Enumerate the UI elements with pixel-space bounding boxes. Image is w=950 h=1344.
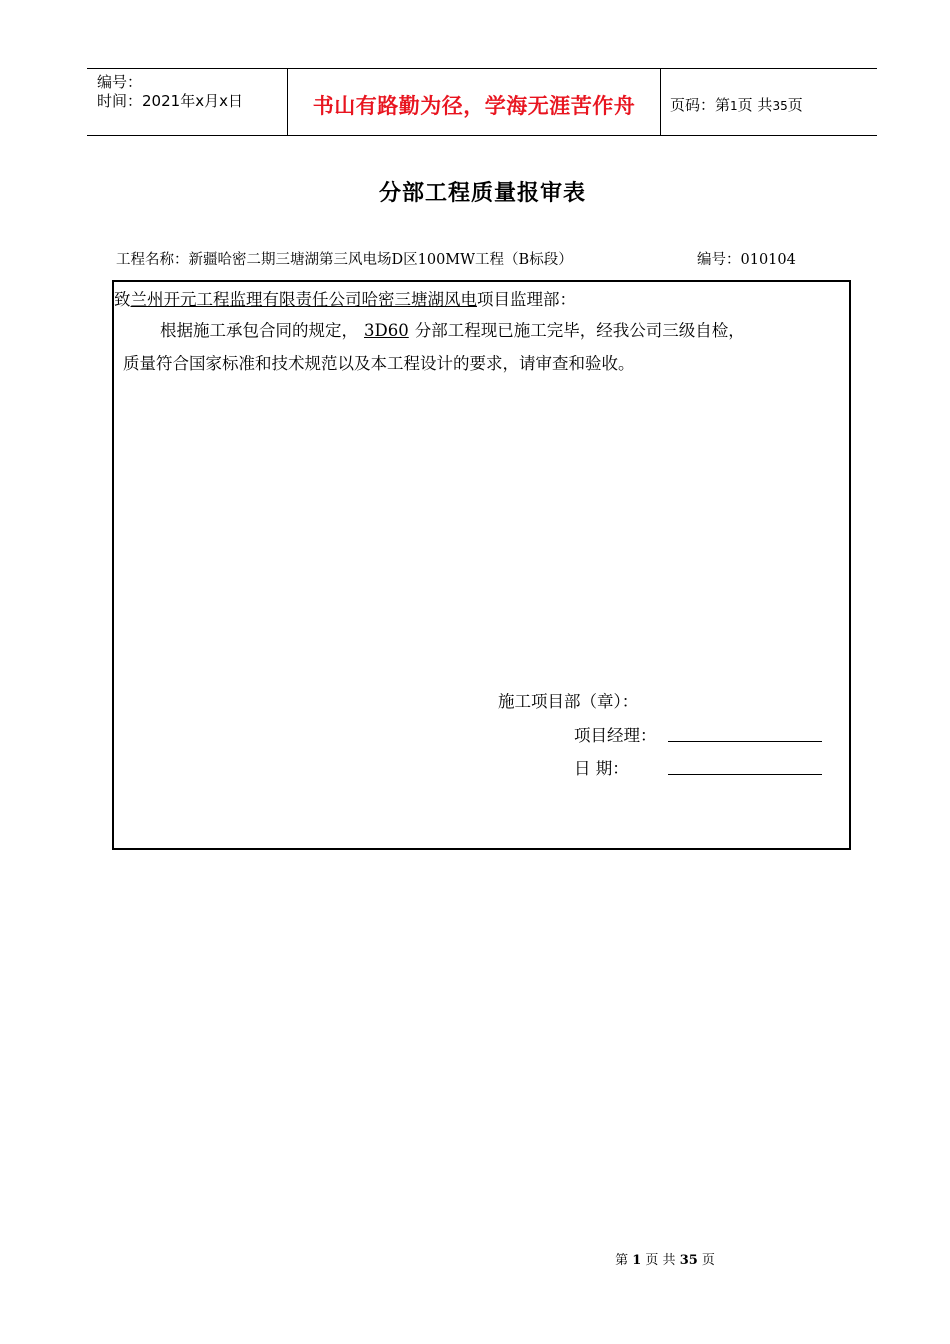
sub-project-code: 3D60 xyxy=(364,321,409,340)
code-label: 编号： xyxy=(97,73,143,91)
addressee-organization: 兰州开元工程监理有限责任公司哈密三塘湖风电 xyxy=(130,290,477,309)
page-code-suffix: 页 xyxy=(787,96,803,114)
footer-prefix: 第 xyxy=(615,1253,629,1268)
footer-total-pages: 35 xyxy=(679,1253,698,1268)
motto-text: 书山有路勤为径，学海无涯苦作舟 xyxy=(312,94,636,118)
body-line-2: 质量符合国家标准和技术规范以及本工程设计的要求，请审查和验收。 xyxy=(123,354,635,373)
project-manager-label: 项目经理： xyxy=(574,726,657,745)
project-name-line xyxy=(116,248,573,269)
number-value: 010104 xyxy=(740,252,796,268)
time-value: 2021年x月x日 xyxy=(142,92,243,110)
date-signature-line[interactable] xyxy=(668,774,822,775)
motto-cell xyxy=(287,69,661,135)
addressee-line xyxy=(114,286,576,310)
page-code-total: 35 xyxy=(772,99,788,113)
body-line-1-post: 分部工程现已施工完毕，经我公司三级自检， xyxy=(414,321,745,340)
construction-dept-seal-label: 施工项目部（章）： xyxy=(498,692,639,711)
project-manager-signature-line[interactable] xyxy=(668,741,822,742)
addressee-prefix: 致 xyxy=(114,290,131,309)
addressee-suffix: 项目监理部： xyxy=(477,290,576,309)
project-label: 工程名称： xyxy=(116,252,189,268)
time-line xyxy=(97,92,243,110)
page-code-prefix: 页码：第 xyxy=(670,96,731,114)
document-number-line xyxy=(697,248,796,269)
footer-mid: 页 共 xyxy=(645,1253,676,1268)
page-footer xyxy=(0,1249,950,1268)
page-code xyxy=(670,94,803,115)
page-code-cell xyxy=(661,69,877,135)
time-label: 时间： xyxy=(97,92,143,110)
report-form xyxy=(112,280,851,850)
body-line-1 xyxy=(160,317,745,341)
date-label: 日 期： xyxy=(574,759,629,778)
document-header xyxy=(87,68,877,136)
project-name: 新疆哈密二期三塘湖第三风电场D区100MW工程（B标段） xyxy=(188,252,573,268)
footer-current-page: 1 xyxy=(632,1253,642,1268)
number-label: 编号： xyxy=(697,252,741,268)
header-info-cell xyxy=(87,69,287,135)
page-title: 分部工程质量报审表 xyxy=(378,181,586,206)
page-code-mid: 页 共 xyxy=(737,96,773,114)
footer-suffix: 页 xyxy=(701,1253,715,1268)
page-code-current: 1 xyxy=(730,99,738,113)
body-line-1-pre: 根据施工承包合同的规定， xyxy=(160,321,358,340)
